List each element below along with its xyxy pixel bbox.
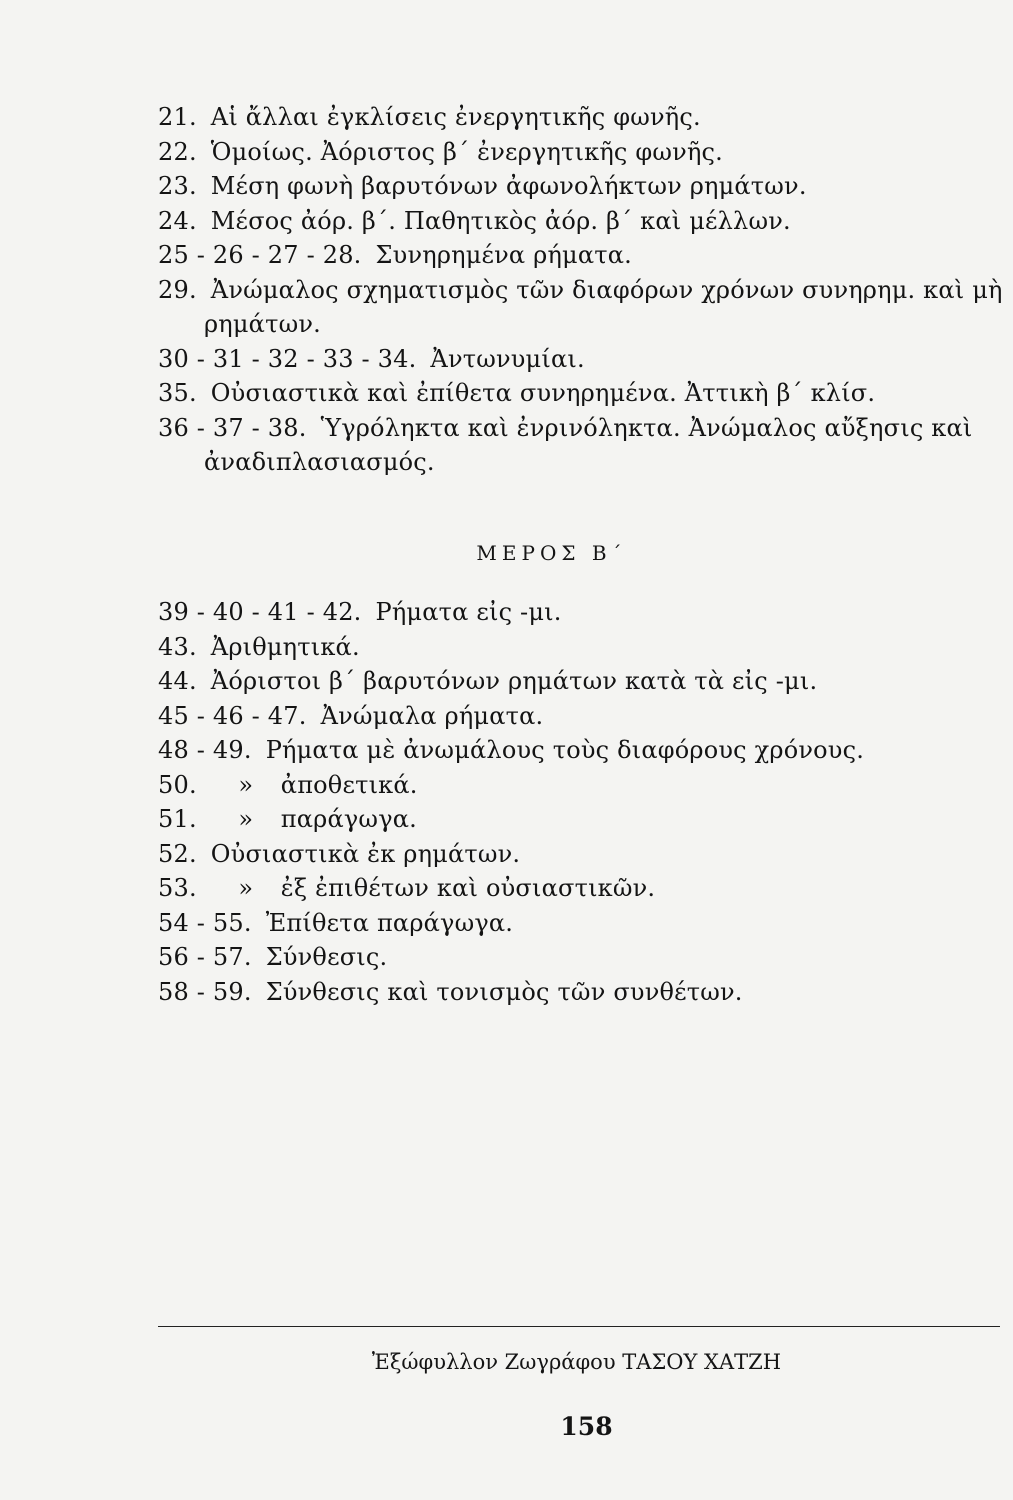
- contents-entry: [158, 135, 1008, 170]
- entry-title-continued: ἀναδιπλασιασμός.: [204, 448, 435, 476]
- contents-entry: [158, 238, 1008, 273]
- entry-number: 50.: [158, 770, 197, 799]
- entry-title: ἐξ ἐπιθέτων καὶ οὐσιαστικῶν.: [280, 874, 656, 902]
- entry-title: παράγωγα.: [280, 805, 417, 833]
- entry-number: 44.: [158, 667, 197, 695]
- entry-number: 52.: [158, 839, 197, 868]
- entry-number: 23.: [158, 172, 197, 200]
- contents-entry: [158, 204, 1008, 239]
- entry-number: 39 - 40 - 41 - 42.: [158, 598, 362, 626]
- entry-title: Οὐσιαστικὰ καὶ ἐπίθετα συνηρημένα. Ἀττικὴ β΄ κλίσ.: [210, 379, 876, 407]
- entry-title: Ὑγρόληκτα καὶ ἐνρινόληκτα. Ἀνώμαλος αὔξησις καὶ: [320, 413, 973, 442]
- entry-number: 43.: [158, 632, 197, 661]
- contents-entry: [158, 595, 1008, 630]
- entry-title: Ἀριθμητικά.: [210, 632, 360, 661]
- contents-entry: [158, 699, 1008, 734]
- entry-number: 48 - 49.: [158, 736, 252, 764]
- entry-number: 30 - 31 - 32 - 33 - 34.: [158, 344, 417, 373]
- contents-entry: [158, 733, 1008, 768]
- entry-title: Μέση φωνὴ βαρυτόνων ἀφωνολήκτων ρημάτων.: [210, 172, 807, 200]
- contents-list-part-b: [158, 595, 1008, 1009]
- entry-number: 25 - 26 - 27 - 28.: [158, 241, 362, 269]
- ditto-mark: »: [238, 770, 254, 799]
- entry-number: 24.: [158, 206, 197, 235]
- contents-entry: [158, 411, 1008, 480]
- contents-entry: [158, 906, 1008, 941]
- entry-title: Ἐπίθετα παράγωγα.: [265, 908, 514, 937]
- contents-entry: [158, 342, 1008, 377]
- page-number: 158: [560, 1412, 613, 1441]
- entry-title: Σύνθεσις καὶ τονισμὸς τῶν συνθέτων.: [265, 977, 743, 1006]
- entry-title: Σύνθεσις.: [265, 943, 388, 971]
- entry-number: 53.: [158, 874, 197, 902]
- entry-number: 45 - 46 - 47.: [158, 701, 307, 730]
- ditto-mark: »: [238, 805, 254, 833]
- entry-number: 54 - 55.: [158, 908, 252, 937]
- entry-number: 35.: [158, 379, 197, 407]
- entry-title: Μέσος ἀόρ. β΄. Παθητικὸς ἀόρ. β΄ καὶ μέλλων.: [210, 206, 791, 235]
- contents-entry: [158, 169, 1008, 204]
- entry-number: 36 - 37 - 38.: [158, 413, 307, 442]
- contents-entry: [158, 630, 1008, 665]
- footer-divider: [158, 1326, 1000, 1327]
- contents-entry: [158, 664, 1008, 699]
- entry-title: Ρήματα μὲ ἀνωμάλους τοὺς διαφόρους χρόνους.: [265, 736, 865, 764]
- entry-title: Ἀντωνυμίαι.: [430, 344, 585, 373]
- contents-entry: [158, 871, 1008, 906]
- entry-title: Οὐσιαστικὰ ἐκ ρημάτων.: [210, 839, 521, 868]
- entry-number: 22.: [158, 137, 197, 166]
- contents-entry: [158, 273, 1008, 342]
- entry-title-continued: ρημάτων.: [204, 310, 321, 338]
- ditto-mark: »: [238, 874, 254, 902]
- entry-number: 51.: [158, 805, 197, 833]
- entry-title: Αἱ ἄλλαι ἐγκλίσεις ἐνεργητικῆς φωνῆς.: [210, 103, 701, 131]
- entry-number: 56 - 57.: [158, 943, 252, 971]
- entry-title: ἀποθετικά.: [280, 770, 418, 799]
- entry-number: 58 - 59.: [158, 977, 252, 1006]
- entry-title: Ρήματα εἰς -μι.: [375, 598, 562, 626]
- entry-title: Ἀόριστοι β΄ βαρυτόνων ρημάτων κατὰ τὰ εἰς -μι.: [210, 667, 818, 695]
- entry-title: Ἀνώμαλος σχηματισμὸς τῶν διαφόρων χρόνων συνηρημ. καὶ μὴ: [210, 275, 1003, 304]
- contents-entry: [158, 376, 1008, 411]
- contents-entry: [158, 975, 1008, 1010]
- contents-entry: [158, 100, 1008, 135]
- entry-title: Ἀνώμαλα ρήματα.: [320, 701, 544, 730]
- entry-title: Ὁμοίως. Ἀόριστος β΄ ἐνεργητικῆς φωνῆς.: [210, 137, 724, 166]
- entry-number: 29.: [158, 275, 197, 304]
- contents-entry: [158, 802, 1008, 837]
- entry-title: Συνηρημένα ρήματα.: [375, 241, 632, 269]
- contents-entry: [158, 768, 1008, 803]
- entry-number: 21.: [158, 103, 197, 131]
- contents-entry: [158, 837, 1008, 872]
- contents-list-part-a: [158, 100, 1008, 480]
- cover-credit: Ἐξώφυλλον Ζωγράφου ΤΑΣΟΥ ΧΑΤΖΗ: [371, 1350, 782, 1374]
- part-heading: ΜΕΡΟΣ Β΄: [476, 541, 627, 565]
- contents-entry: [158, 940, 1008, 975]
